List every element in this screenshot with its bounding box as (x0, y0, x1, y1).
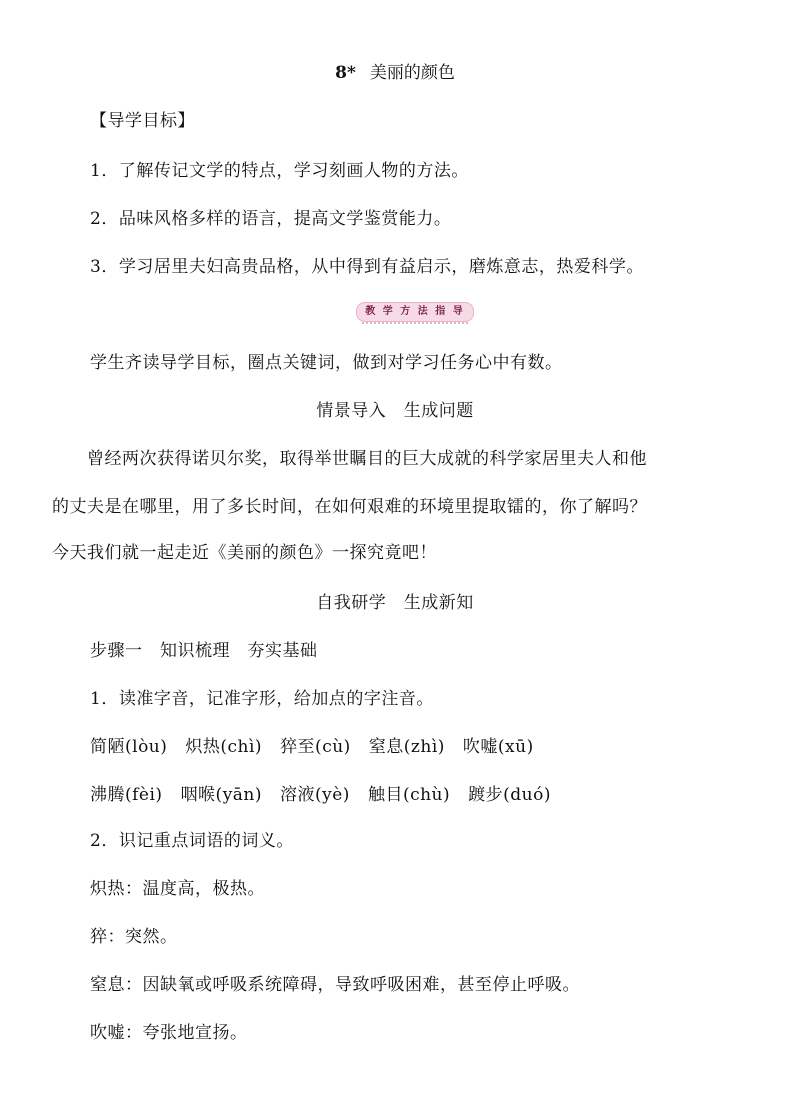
pinyin-item: 简陋(lòu) (90, 737, 168, 757)
pinyin-row-2 (90, 784, 551, 806)
pinyin-item: 溶液(yè) (280, 785, 350, 805)
pinyin-item: 触目(chù) (367, 785, 451, 805)
pinyin-item: 咽喉(yān) (180, 785, 263, 805)
pinyin-item: 炽热(chì) (185, 737, 263, 757)
pinyin-item: 沸腾(fèi) (90, 785, 163, 805)
definition-1: 炽热：温度高，极热。 (90, 879, 265, 899)
step-one-heading: 步骤一 知识梳理 夯实基础 (90, 641, 318, 661)
pinyin-item: 猝至(cù) (280, 737, 351, 757)
goal-item-3: 3．学习居里夫妇高贵品格，从中得到有益启示，磨炼意志，热爱科学。 (90, 257, 644, 277)
pinyin-row-1 (90, 736, 534, 758)
section-title-intro: 情景导入 生成问题 (316, 401, 474, 421)
pinyin-item: 踱步(duó) (468, 785, 551, 805)
definition-4: 吹嘘：夸张地宣扬。 (90, 1023, 248, 1043)
pinyin-item: 窒息(zhì) (368, 737, 445, 757)
goal-item-1: 1．了解传记文学的特点，学习刻画人物的方法。 (90, 161, 469, 181)
definition-3: 窒息：因缺氧或呼吸系统障碍，导致呼吸困难，甚至停止呼吸。 (90, 975, 580, 995)
intro-line-2: 的丈夫是在哪里，用了多长时间，在如何艰难的环境里提取镭的，你了解吗？ (52, 497, 647, 517)
goal-item-2: 2．品味风格多样的语言，提高文学鉴赏能力。 (90, 209, 452, 229)
question-2: 2．识记重点词语的词义。 (90, 831, 294, 851)
section-title-self-study: 自我研学 生成新知 (316, 593, 474, 613)
page-title (0, 62, 790, 84)
question-1: 1．读准字音，记准字形，给加点的字注音。 (90, 689, 434, 709)
teaching-method-badge: 教 学 方 法 指 导 (356, 302, 474, 322)
intro-line-3: 今天我们就一起走近《美丽的颜色》一探究竟吧！ (52, 543, 437, 563)
pinyin-item: 吹嘘(xū) (462, 737, 534, 757)
badge-underline (362, 322, 468, 324)
goals-header: 【导学目标】 (90, 111, 195, 131)
definition-2: 猝：突然。 (90, 927, 178, 947)
intro-line-1: 曾经两次获得诺贝尔奖，取得举世瞩目的巨大成就的科学家居里夫人和他 (52, 449, 647, 469)
method-text: 学生齐读导学目标，圈点关键词，做到对学习任务心中有数。 (90, 353, 563, 373)
lesson-number: 8* (335, 63, 356, 83)
lesson-title: 美丽的颜色 (369, 63, 455, 83)
